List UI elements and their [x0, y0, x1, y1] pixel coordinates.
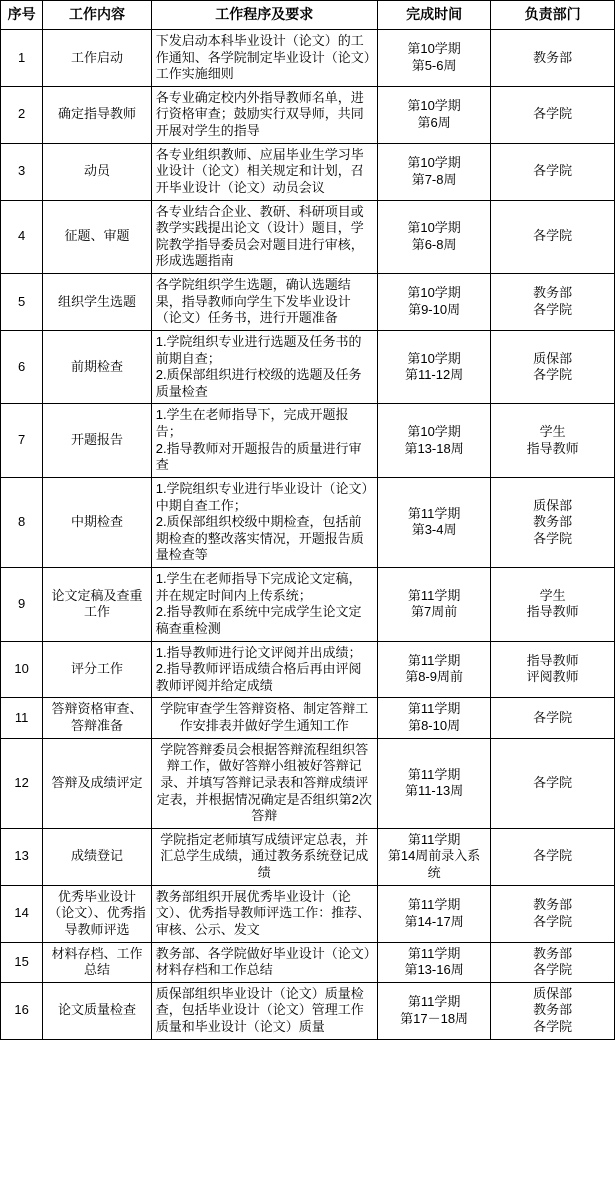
cell-time: 第11学期 第8-10周 [377, 698, 491, 738]
table-row [1, 143, 615, 200]
cell-procedure: 各专业组织教师、应届毕业生学习毕业设计（论文）相关规定和计划，召开毕业设计（论文）动员会议 [151, 143, 377, 200]
table-header-row [1, 1, 615, 30]
cell-department: 各学院 [491, 86, 615, 143]
table-row [1, 982, 615, 1039]
cell-time: 第10学期 第11-12周 [377, 330, 491, 404]
cell-procedure: 1.学生在老师指导下完成论文定稿，并在规定时间内上传系统； 2.指导教师在系统中完成学生论文定稿查重检测 [151, 568, 377, 642]
cell-department: 教务部 各学院 [491, 885, 615, 942]
table-row [1, 641, 615, 698]
cell-task: 成绩登记 [43, 828, 152, 885]
cell-task: 征题、审题 [43, 200, 152, 274]
cell-procedure: 1.学院组织专业进行毕业设计（论文）中期自查工作； 2.质保部组织校级中期检查，包括前期检查的整改落实情况，开题报告质量检查等 [151, 477, 377, 567]
cell-time: 第11学期 第7周前 [377, 568, 491, 642]
cell-task: 开题报告 [43, 404, 152, 478]
cell-procedure: 1.学院组织专业进行选题及任务书的前期自查； 2.质保部组织进行校级的选题及任务质量检查 [151, 330, 377, 404]
column-header-time: 完成时间 [377, 1, 491, 30]
cell-task: 中期检查 [43, 477, 152, 567]
cell-department: 各学院 [491, 828, 615, 885]
cell-time: 第11学期 第17－18周 [377, 982, 491, 1039]
cell-department: 教务部 [491, 29, 615, 86]
table-row [1, 698, 615, 738]
cell-task: 论文定稿及查重工作 [43, 568, 152, 642]
cell-department: 各学院 [491, 698, 615, 738]
cell-time: 第11学期 第14周前录入系统 [377, 828, 491, 885]
cell-task: 确定指导教师 [43, 86, 152, 143]
cell-time: 第11学期 第8-9周前 [377, 641, 491, 698]
cell-time: 第10学期 第6周 [377, 86, 491, 143]
table-row [1, 29, 615, 86]
cell-no: 12 [1, 738, 43, 828]
cell-procedure: 教务部、各学院做好毕业设计（论文）材料存档和工作总结 [151, 942, 377, 982]
cell-department: 各学院 [491, 200, 615, 274]
column-header-no: 序号 [1, 1, 43, 30]
table-row [1, 828, 615, 885]
cell-no: 13 [1, 828, 43, 885]
cell-task: 组织学生选题 [43, 274, 152, 331]
cell-task: 论文质量检查 [43, 982, 152, 1039]
cell-department: 教务部 各学院 [491, 274, 615, 331]
cell-time: 第10学期 第9-10周 [377, 274, 491, 331]
cell-department: 指导教师 评阅教师 [491, 641, 615, 698]
cell-department: 各学院 [491, 143, 615, 200]
table-row [1, 738, 615, 828]
column-header-task: 工作内容 [43, 1, 152, 30]
cell-department: 质保部 各学院 [491, 330, 615, 404]
cell-no: 4 [1, 200, 43, 274]
cell-task: 答辩及成绩评定 [43, 738, 152, 828]
cell-department: 教务部 各学院 [491, 942, 615, 982]
cell-no: 11 [1, 698, 43, 738]
cell-department: 各学院 [491, 738, 615, 828]
cell-task: 工作启动 [43, 29, 152, 86]
cell-procedure: 教务部组织开展优秀毕业设计（论文）、优秀指导教师评选工作：推荐、审核、公示、发文 [151, 885, 377, 942]
cell-procedure: 各专业确定校内外指导教师名单，进行资格审查；鼓励实行双导师，共同开展对学生的指导 [151, 86, 377, 143]
cell-time: 第11学期 第13-16周 [377, 942, 491, 982]
cell-procedure: 1.指导教师进行论文评阅并出成绩； 2.指导教师评语成绩合格后再由评阅教师评阅并给定成绩 [151, 641, 377, 698]
cell-no: 16 [1, 982, 43, 1039]
table-row [1, 885, 615, 942]
table-body [1, 29, 615, 1039]
cell-procedure: 学院答辩委员会根据答辩流程组织答辩工作，做好答辩小组被好答辩记录、并填写答辩记录表和答辩成绩评定表，并根据情况确定是否组织第2次答辩 [151, 738, 377, 828]
cell-no: 15 [1, 942, 43, 982]
cell-procedure: 质保部组织毕业设计（论文）质量检查，包括毕业设计（论文）管理工作质量和毕业设计（论文）质量 [151, 982, 377, 1039]
cell-no: 2 [1, 86, 43, 143]
cell-department: 学生 指导教师 [491, 568, 615, 642]
column-header-procedure: 工作程序及要求 [151, 1, 377, 30]
cell-procedure: 下发启动本科毕业设计（论文）的工作通知、各学院制定毕业设计（论文）工作实施细则 [151, 29, 377, 86]
table-row [1, 200, 615, 274]
table-row [1, 330, 615, 404]
cell-department: 质保部 教务部 各学院 [491, 982, 615, 1039]
cell-procedure: 学院审查学生答辩资格、制定答辩工作安排表并做好学生通知工作 [151, 698, 377, 738]
table-row [1, 274, 615, 331]
cell-time: 第11学期 第14-17周 [377, 885, 491, 942]
cell-time: 第11学期 第3-4周 [377, 477, 491, 567]
table-row [1, 942, 615, 982]
cell-no: 6 [1, 330, 43, 404]
cell-time: 第10学期 第7-8周 [377, 143, 491, 200]
table-row [1, 86, 615, 143]
cell-department: 质保部 教务部 各学院 [491, 477, 615, 567]
cell-time: 第11学期 第11-13周 [377, 738, 491, 828]
cell-time: 第10学期 第13-18周 [377, 404, 491, 478]
cell-task: 答辩资格审查、答辩准备 [43, 698, 152, 738]
cell-department: 学生 指导教师 [491, 404, 615, 478]
cell-no: 7 [1, 404, 43, 478]
cell-procedure: 学院指定老师填写成绩评定总表，并汇总学生成绩，通过教务系统登记成绩 [151, 828, 377, 885]
cell-time: 第10学期 第5-6周 [377, 29, 491, 86]
cell-no: 5 [1, 274, 43, 331]
cell-task: 材料存档、工作总结 [43, 942, 152, 982]
cell-no: 10 [1, 641, 43, 698]
table-row [1, 568, 615, 642]
cell-no: 9 [1, 568, 43, 642]
cell-task: 动员 [43, 143, 152, 200]
table-row [1, 404, 615, 478]
cell-procedure: 1.学生在老师指导下，完成开题报告； 2.指导教师对开题报告的质量进行审查 [151, 404, 377, 478]
table-row [1, 477, 615, 567]
column-header-department: 负责部门 [491, 1, 615, 30]
cell-task: 前期检查 [43, 330, 152, 404]
cell-no: 8 [1, 477, 43, 567]
cell-task: 评分工作 [43, 641, 152, 698]
cell-procedure: 各学院组织学生选题，确认选题结果，指导教师向学生下发毕业设计（论文）任务书，进行开题准备 [151, 274, 377, 331]
cell-procedure: 各专业结合企业、教研、科研项目或教学实践提出论文（设计）题目，学院教学指导委员会对题目进行审核，形成选题指南 [151, 200, 377, 274]
cell-no: 3 [1, 143, 43, 200]
cell-task: 优秀毕业设计（论文）、优秀指导教师评选 [43, 885, 152, 942]
cell-no: 14 [1, 885, 43, 942]
cell-no: 1 [1, 29, 43, 86]
cell-time: 第10学期 第6-8周 [377, 200, 491, 274]
